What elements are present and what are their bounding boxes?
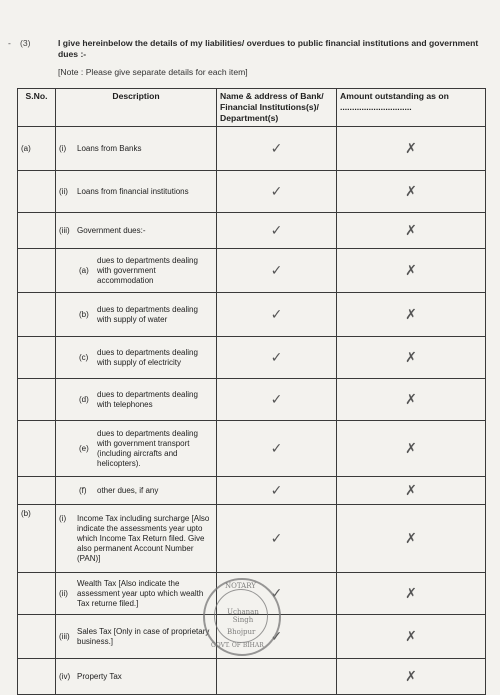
row-text: other dues, if any	[97, 485, 159, 495]
row-num: (ii)	[59, 186, 68, 196]
cross-mark: ✗	[337, 171, 486, 213]
table-row	[18, 127, 486, 171]
table-row	[18, 505, 486, 573]
row-text: dues to departments dealing with telephones	[97, 389, 198, 409]
row-text: dues to departments dealing with supply of electricity	[97, 347, 198, 367]
row-description	[56, 293, 217, 337]
table-row	[18, 213, 486, 249]
row-text: Loans from financial institutions	[77, 186, 189, 196]
table-row	[18, 249, 486, 293]
row-description	[56, 379, 217, 421]
row-num: (iv)	[59, 671, 71, 681]
table-row	[18, 171, 486, 213]
cross-mark: ✗	[337, 505, 486, 573]
row-description	[56, 213, 217, 249]
row-text: Property Tax	[77, 671, 122, 681]
row-num: (i)	[59, 513, 67, 523]
row-sno: (b)	[18, 505, 56, 573]
tick-mark: ✓	[217, 337, 337, 379]
cross-mark: ✗	[337, 249, 486, 293]
tick-mark: ✓	[217, 573, 337, 615]
tick-mark: ✓	[217, 213, 337, 249]
row-num: (iii)	[59, 225, 70, 235]
tick-mark: ✓	[217, 171, 337, 213]
header-bank: Name & address of Bank/ Financial Institutions(s)/ Department(s)	[217, 89, 337, 127]
row-description	[56, 421, 217, 477]
row-num: (c)	[79, 352, 89, 362]
intro-text: I give hereinbelow the details of my liabilities/ overdues to public financial institutions and government dues :-	[58, 38, 479, 59]
table-row	[18, 293, 486, 337]
header-amount: Amount outstanding as on ..............................	[337, 89, 486, 127]
stamp-place: Bhojpur	[227, 628, 256, 636]
row-num: (d)	[79, 394, 89, 404]
row-description	[56, 659, 217, 695]
blank-cell	[217, 659, 337, 695]
cross-mark: ✗	[337, 379, 486, 421]
tick-mark: ✓	[217, 127, 337, 171]
row-text: Income Tax including surcharge [Also indicate the assessments year upto which Income Tax Return filed. Give also permanent Account Number (PAN)]	[77, 513, 210, 563]
row-num: (i)	[59, 143, 67, 153]
row-description	[56, 573, 217, 615]
table-row	[18, 659, 486, 695]
row-description	[56, 171, 217, 213]
tick-mark: ✓	[217, 615, 337, 659]
header-description: Description	[56, 89, 217, 127]
cross-mark: ✗	[337, 615, 486, 659]
row-description	[56, 477, 217, 505]
row-text: dues to departments dealing with government accommodation	[97, 255, 198, 285]
row-description	[56, 337, 217, 379]
note-text: [Note : Please give separate details for each item]	[58, 67, 248, 77]
row-num: (iii)	[59, 631, 70, 641]
row-sno: (a)	[18, 127, 56, 171]
row-num: (f)	[79, 485, 87, 495]
tick-mark: ✓	[217, 505, 337, 573]
stamp-name: Uchanan Singh	[227, 608, 259, 624]
row-text: Government dues:-	[77, 225, 146, 235]
tick-mark: ✓	[217, 293, 337, 337]
cross-mark: ✗	[337, 421, 486, 477]
table-row	[18, 477, 486, 505]
row-num: (a)	[79, 265, 89, 275]
stamp-top: NOTARY	[225, 582, 256, 590]
row-text: Wealth Tax [Also indicate the assessment year upto which wealth Tax returne filed.]	[77, 578, 204, 608]
cross-mark: ✗	[337, 659, 486, 695]
row-num: (ii)	[59, 588, 68, 598]
row-description	[56, 249, 217, 293]
margin-dash: -	[8, 38, 11, 48]
cross-mark: ✗	[337, 337, 486, 379]
row-description	[56, 615, 217, 659]
tick-mark: ✓	[217, 421, 337, 477]
stamp-bottom: GOVT. OF BIHAR	[211, 642, 264, 649]
row-num: (e)	[79, 443, 89, 453]
row-description	[56, 505, 217, 573]
tick-mark: ✓	[217, 379, 337, 421]
table-row	[18, 379, 486, 421]
header-sno: S.No.	[18, 89, 56, 127]
cross-mark: ✗	[337, 293, 486, 337]
notary-stamp	[203, 578, 281, 656]
row-text: dues to departments dealing with supply of water	[97, 304, 198, 324]
item-number: (3)	[20, 38, 31, 48]
row-text: Loans from Banks	[77, 143, 142, 153]
table-row	[18, 421, 486, 477]
tick-mark: ✓	[217, 249, 337, 293]
tick-mark: ✓	[217, 477, 337, 505]
table-header-row	[18, 89, 486, 127]
row-text: Sales Tax [Only in case of proprietary business.]	[77, 626, 210, 646]
cross-mark: ✗	[337, 477, 486, 505]
row-text: dues to departments dealing with government transport (including aircrafts and helicopters).	[97, 428, 198, 468]
cross-mark: ✗	[337, 573, 486, 615]
row-num: (b)	[79, 309, 89, 319]
table-row	[18, 337, 486, 379]
cross-mark: ✗	[337, 213, 486, 249]
row-description	[56, 127, 217, 171]
cross-mark: ✗	[337, 127, 486, 171]
